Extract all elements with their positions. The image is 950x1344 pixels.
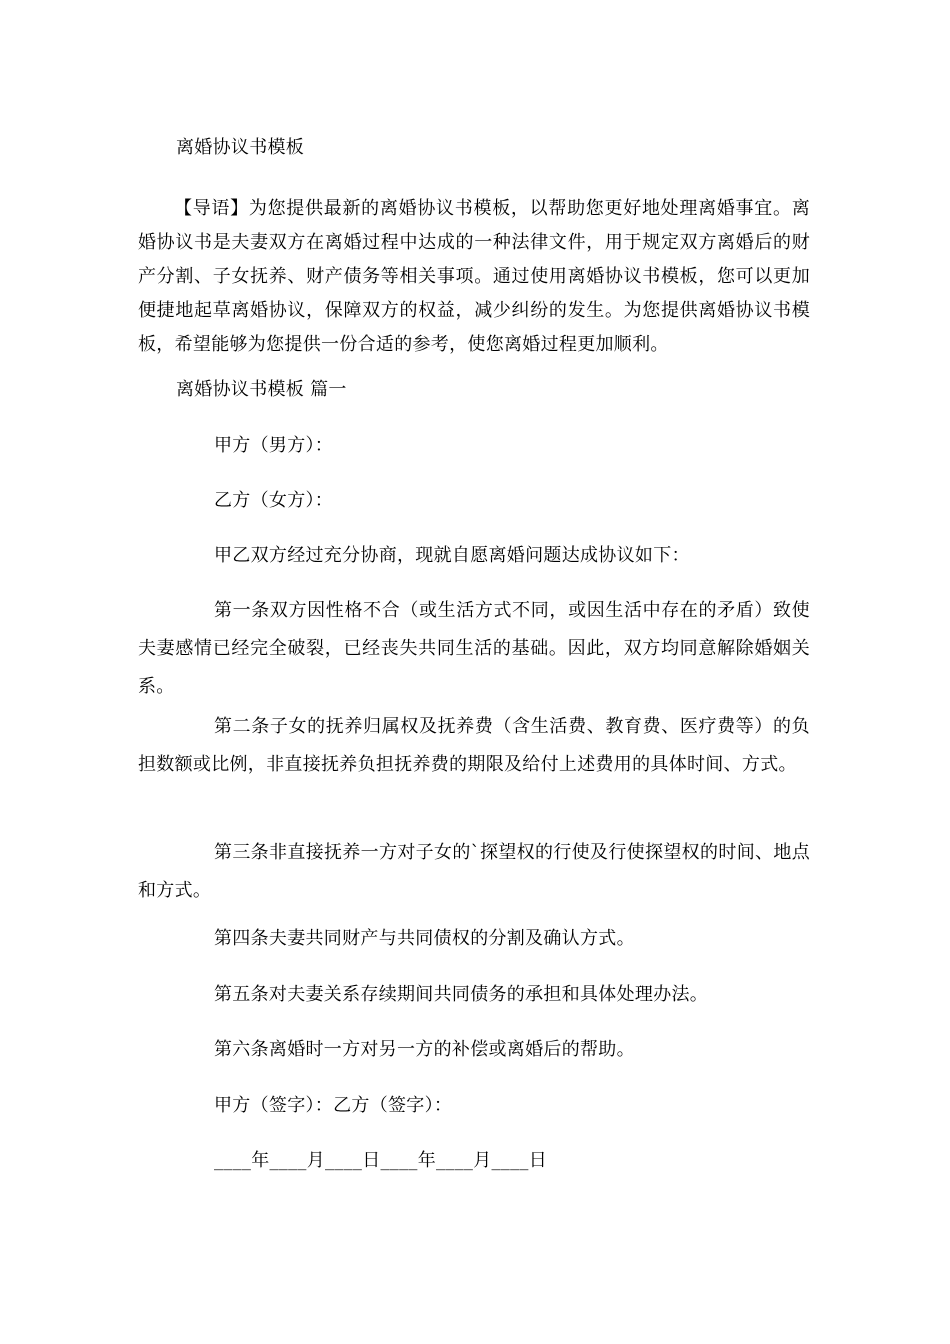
- article-2: 第二条子女的抚养归属权及抚养费（含生活费、教育费、医疗费等）的负担数额或比例，非直接抚养负担抚养费的期限及给付上述费用的具体时间、方式。: [138, 716, 810, 775]
- article-5: 第五条对夫妻关系存续期间共同债务的承担和具体处理办法。: [214, 984, 709, 1005]
- party-a-line: 甲方（男方）：: [214, 435, 334, 456]
- intro-tag: 【导语】: [174, 198, 249, 219]
- section-heading: 离婚协议书模板 篇一: [176, 379, 347, 400]
- party-b-line: 乙方（女方）：: [214, 490, 334, 511]
- date-line: ____年____月____日____年____月____日: [214, 1150, 547, 1171]
- signature-line: 甲方（签字）：乙方（签字）：: [214, 1095, 453, 1116]
- intro-body: 为您提供最新的离婚协议书模板，以帮助您更好地处理离婚事宜。离婚协议书是夫妻双方在离婚过程中达成的一种法律文件，用于规定双方离婚后的财产分割、子女抚养、财产债务等相关事项。通过使用离婚协议书模板，您可以更加便捷地起草离婚协议，保障双方的权益，减少纠纷的发生。为您提供离婚协议书模板，希望能够为您提供一份合适的参考，使您离婚过程更加顺利。: [138, 198, 810, 355]
- article-1: 第一条双方因性格不合（或生活方式不同，或因生活中存在的矛盾）致使夫妻感情已经完全破裂，已经丧失共同生活的基础。因此，双方均同意解除婚姻关系。: [138, 600, 810, 697]
- intro-paragraph: [138, 192, 810, 362]
- agreement-intro: 甲乙双方经过充分协商，现就自愿离婚问题达成协议如下：: [214, 545, 690, 566]
- article-4: 第四条夫妻共同财产与共同债权的分割及确认方式。: [214, 928, 635, 949]
- article-3: 第三条非直接抚养一方对子女的`探望权的行使及行使探望权的时间、地点和方式。: [138, 842, 810, 901]
- article-6: 第六条离婚时一方对另一方的补偿或离婚后的帮助。: [214, 1039, 635, 1060]
- document-title: 离婚协议书模板: [176, 137, 305, 158]
